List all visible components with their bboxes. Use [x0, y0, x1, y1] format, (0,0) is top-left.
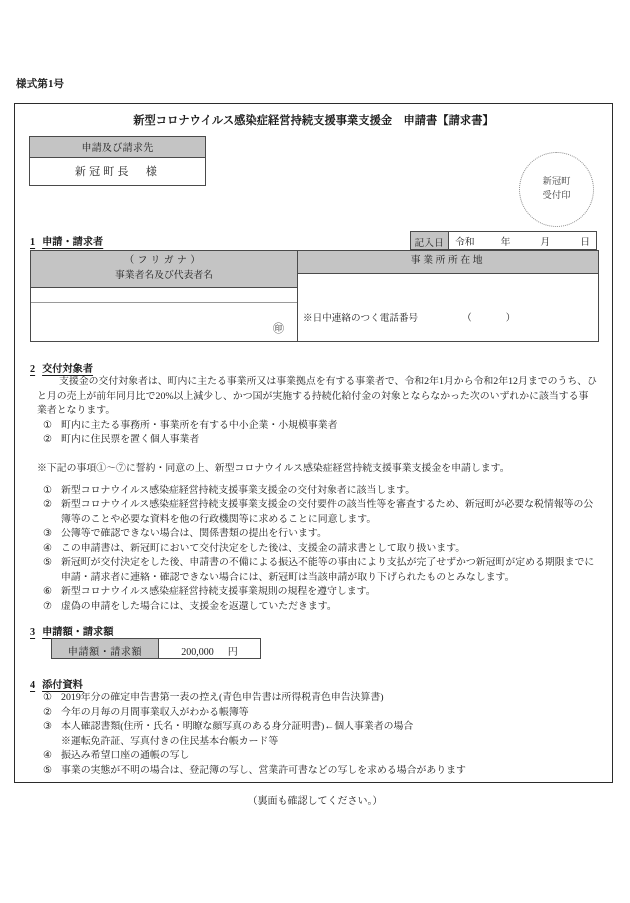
- list-marker: ⑤: [43, 764, 52, 776]
- section-1-title: 申請・請求者: [42, 237, 104, 248]
- seal-stamp-icon: ㊞: [273, 323, 284, 336]
- list-text: 町内に主たる事務所・事業所を有する中小企業・小規模事業者: [61, 419, 338, 431]
- business-name-input[interactable]: [31, 303, 297, 341]
- list-marker: ①: [43, 419, 52, 431]
- section-4-title: 添付資料: [42, 680, 83, 691]
- phone-number-line[interactable]: [303, 310, 515, 324]
- form-number: 様式第1号: [16, 79, 65, 90]
- list-marker: ⑦: [43, 600, 52, 612]
- furigana-input[interactable]: [31, 288, 297, 303]
- entry-date-year: 年: [500, 236, 511, 248]
- section-2-title: 交付対象者: [42, 364, 94, 375]
- business-address-header: [298, 251, 598, 274]
- list-item: [37, 600, 603, 615]
- list-text: ※運転免許証、写真付きの住民基本台帳カード等: [61, 735, 279, 747]
- section-2-paragraph: 支援金の交付対象者は、町内に主たる事業所又は事業拠点を有する事業者で、令和2年1月から令和2年12月までのうち、ひと月の売上が前年同月比で20%以上減少し、かつ国が実施する持続化給付金の対象とならなかった次のいずれかに該当する事業者となります。: [37, 376, 597, 417]
- list-text: 振込み希望口座の通帳の写し: [61, 750, 190, 762]
- list-marker: ②: [43, 499, 52, 511]
- list-item: [37, 585, 603, 600]
- list-item: [37, 542, 603, 557]
- section-4-body: [37, 691, 603, 778]
- section-4-number: 4: [30, 680, 36, 691]
- footer-note: （裏面も確認してください。）: [247, 796, 383, 807]
- page-title: 新型コロナウイルス感染症経営持続支援事業支援金 申請書【請求書】: [133, 115, 494, 127]
- list-marker: ⑥: [43, 586, 52, 598]
- amount-label: 申請額・請求額: [52, 639, 159, 658]
- document-frame: [14, 103, 613, 783]
- entry-date-row: [410, 231, 597, 250]
- list-text: 事業の実態が不明の場合は、登記簿の写し、営業許可書などの写しを求める場合があります: [61, 764, 466, 776]
- list-marker: ③: [43, 528, 52, 540]
- list-item: [37, 484, 603, 499]
- amount-input[interactable]: [159, 639, 260, 658]
- business-address-column: [298, 251, 598, 341]
- phone-number-label: ※日中連絡のつく電話番号: [303, 312, 419, 324]
- entry-date-label: 記入日: [411, 232, 449, 249]
- business-name-label: 事業者名及び代表者名: [115, 269, 213, 281]
- phone-paren-open: （: [462, 312, 472, 324]
- list-item: [37, 556, 603, 585]
- list-item: [37, 419, 597, 434]
- list-item: [37, 691, 603, 706]
- list-item: [37, 764, 603, 779]
- list-item-sub: [37, 735, 603, 750]
- list-marker: ①: [43, 692, 52, 703]
- section-2-heading: [30, 360, 93, 375]
- list-marker: ④: [43, 542, 52, 554]
- list-item: [37, 527, 603, 542]
- list-text: 新型コロナウイルス感染症経営持続支援事業規則の規程を遵守します。: [61, 586, 376, 598]
- list-text: 新冠町が交付決定をした後、申請書の不備による振込不能等の事由により支払が完了せずかつ新冠町が定める期限までに申請・請求者に連絡・確認できない場合には、新冠町は当該申請が取り下げられたものとみなします。: [61, 557, 595, 583]
- pledge-intro: ※下記の事項①～⑦に誓約・同意の上、新型コロナウイルス感染症経営持続支援事業支援金を申請します。: [37, 463, 510, 474]
- addressee-box: [29, 136, 206, 186]
- list-text: 2019年分の確定申告書第一表の控え(青色申告書は所得税青色申告決算書): [61, 692, 384, 703]
- section-1-heading: [30, 233, 103, 248]
- list-text: 虚偽の申請をした場合には、支援金を返還していただきます。: [61, 600, 337, 612]
- list-marker: ⑤: [43, 557, 52, 569]
- applicant-table: [30, 250, 599, 342]
- receipt-stamp-line2: 受付印: [542, 190, 571, 201]
- phone-paren-close: ）: [505, 312, 516, 324]
- list-text: この申請書は、新冠町において交付決定をした後は、支援金の請求書として取り扱います。: [61, 542, 466, 554]
- applicant-name-header: [31, 251, 297, 288]
- list-text: 新型コロナウイルス感染症経営持続支援事業支援金の交付要件の該当性等を審査するため、新冠町が必要な税情報等の公簿等のことや必要な資料を他の行政機関等に求めることに同意します。: [61, 499, 594, 525]
- amount-unit: 円: [227, 646, 238, 658]
- section-4-heading: [30, 676, 83, 691]
- business-address-label: 事業所所在地: [410, 255, 486, 266]
- pledge-block: [37, 462, 603, 614]
- section-3-heading: [30, 623, 113, 638]
- section-1-number: 1: [30, 237, 36, 248]
- receipt-stamp-circle-icon: [519, 152, 594, 227]
- list-text: 公簿等で確認できない場合は、関係書類の提出を行います。: [61, 528, 327, 540]
- section-3-number: 3: [30, 627, 36, 638]
- list-marker: ②: [43, 434, 52, 446]
- entry-date-month: 月: [540, 236, 551, 248]
- receipt-stamp-line1: 新冠町: [542, 177, 571, 188]
- list-text: 新型コロナウイルス感染症経営持続支援事業支援金の交付対象者に該当します。: [61, 484, 416, 496]
- list-marker: ③: [43, 721, 52, 733]
- list-text: 町内に住民票を置く個人事業者: [61, 434, 200, 446]
- business-address-input[interactable]: [298, 274, 598, 327]
- list-item: [37, 498, 603, 527]
- list-text: 本人確認書類(住所・氏名・明瞭な顔写真のある身分証明書)←個人事業者の場合: [61, 721, 414, 733]
- list-item: [37, 749, 603, 764]
- amount-table: [51, 638, 261, 659]
- section-3-title: 申請額・請求額: [42, 627, 114, 638]
- section-2-body: [37, 375, 597, 448]
- list-item: [37, 720, 603, 735]
- list-marker: ④: [43, 750, 52, 762]
- entry-date-era: 令和: [455, 236, 475, 248]
- list-marker: ②: [43, 706, 52, 718]
- list-item: [37, 706, 603, 721]
- list-text: 今年の月毎の月間事業収入がわかる帳簿等: [61, 706, 249, 718]
- list-item: [37, 433, 597, 448]
- section-2-number: 2: [30, 364, 36, 375]
- furigana-label: （フリガナ）: [124, 255, 204, 266]
- addressee-header: 申請及び請求先: [30, 137, 205, 158]
- entry-date-fields[interactable]: [449, 232, 596, 249]
- list-marker: [37, 735, 61, 750]
- entry-date-day: 日: [580, 236, 590, 248]
- amount-value: 200,000: [181, 646, 214, 658]
- list-marker: ①: [43, 484, 52, 496]
- addressee-value: 新冠町長 様: [30, 158, 205, 185]
- applicant-name-column: [31, 251, 298, 341]
